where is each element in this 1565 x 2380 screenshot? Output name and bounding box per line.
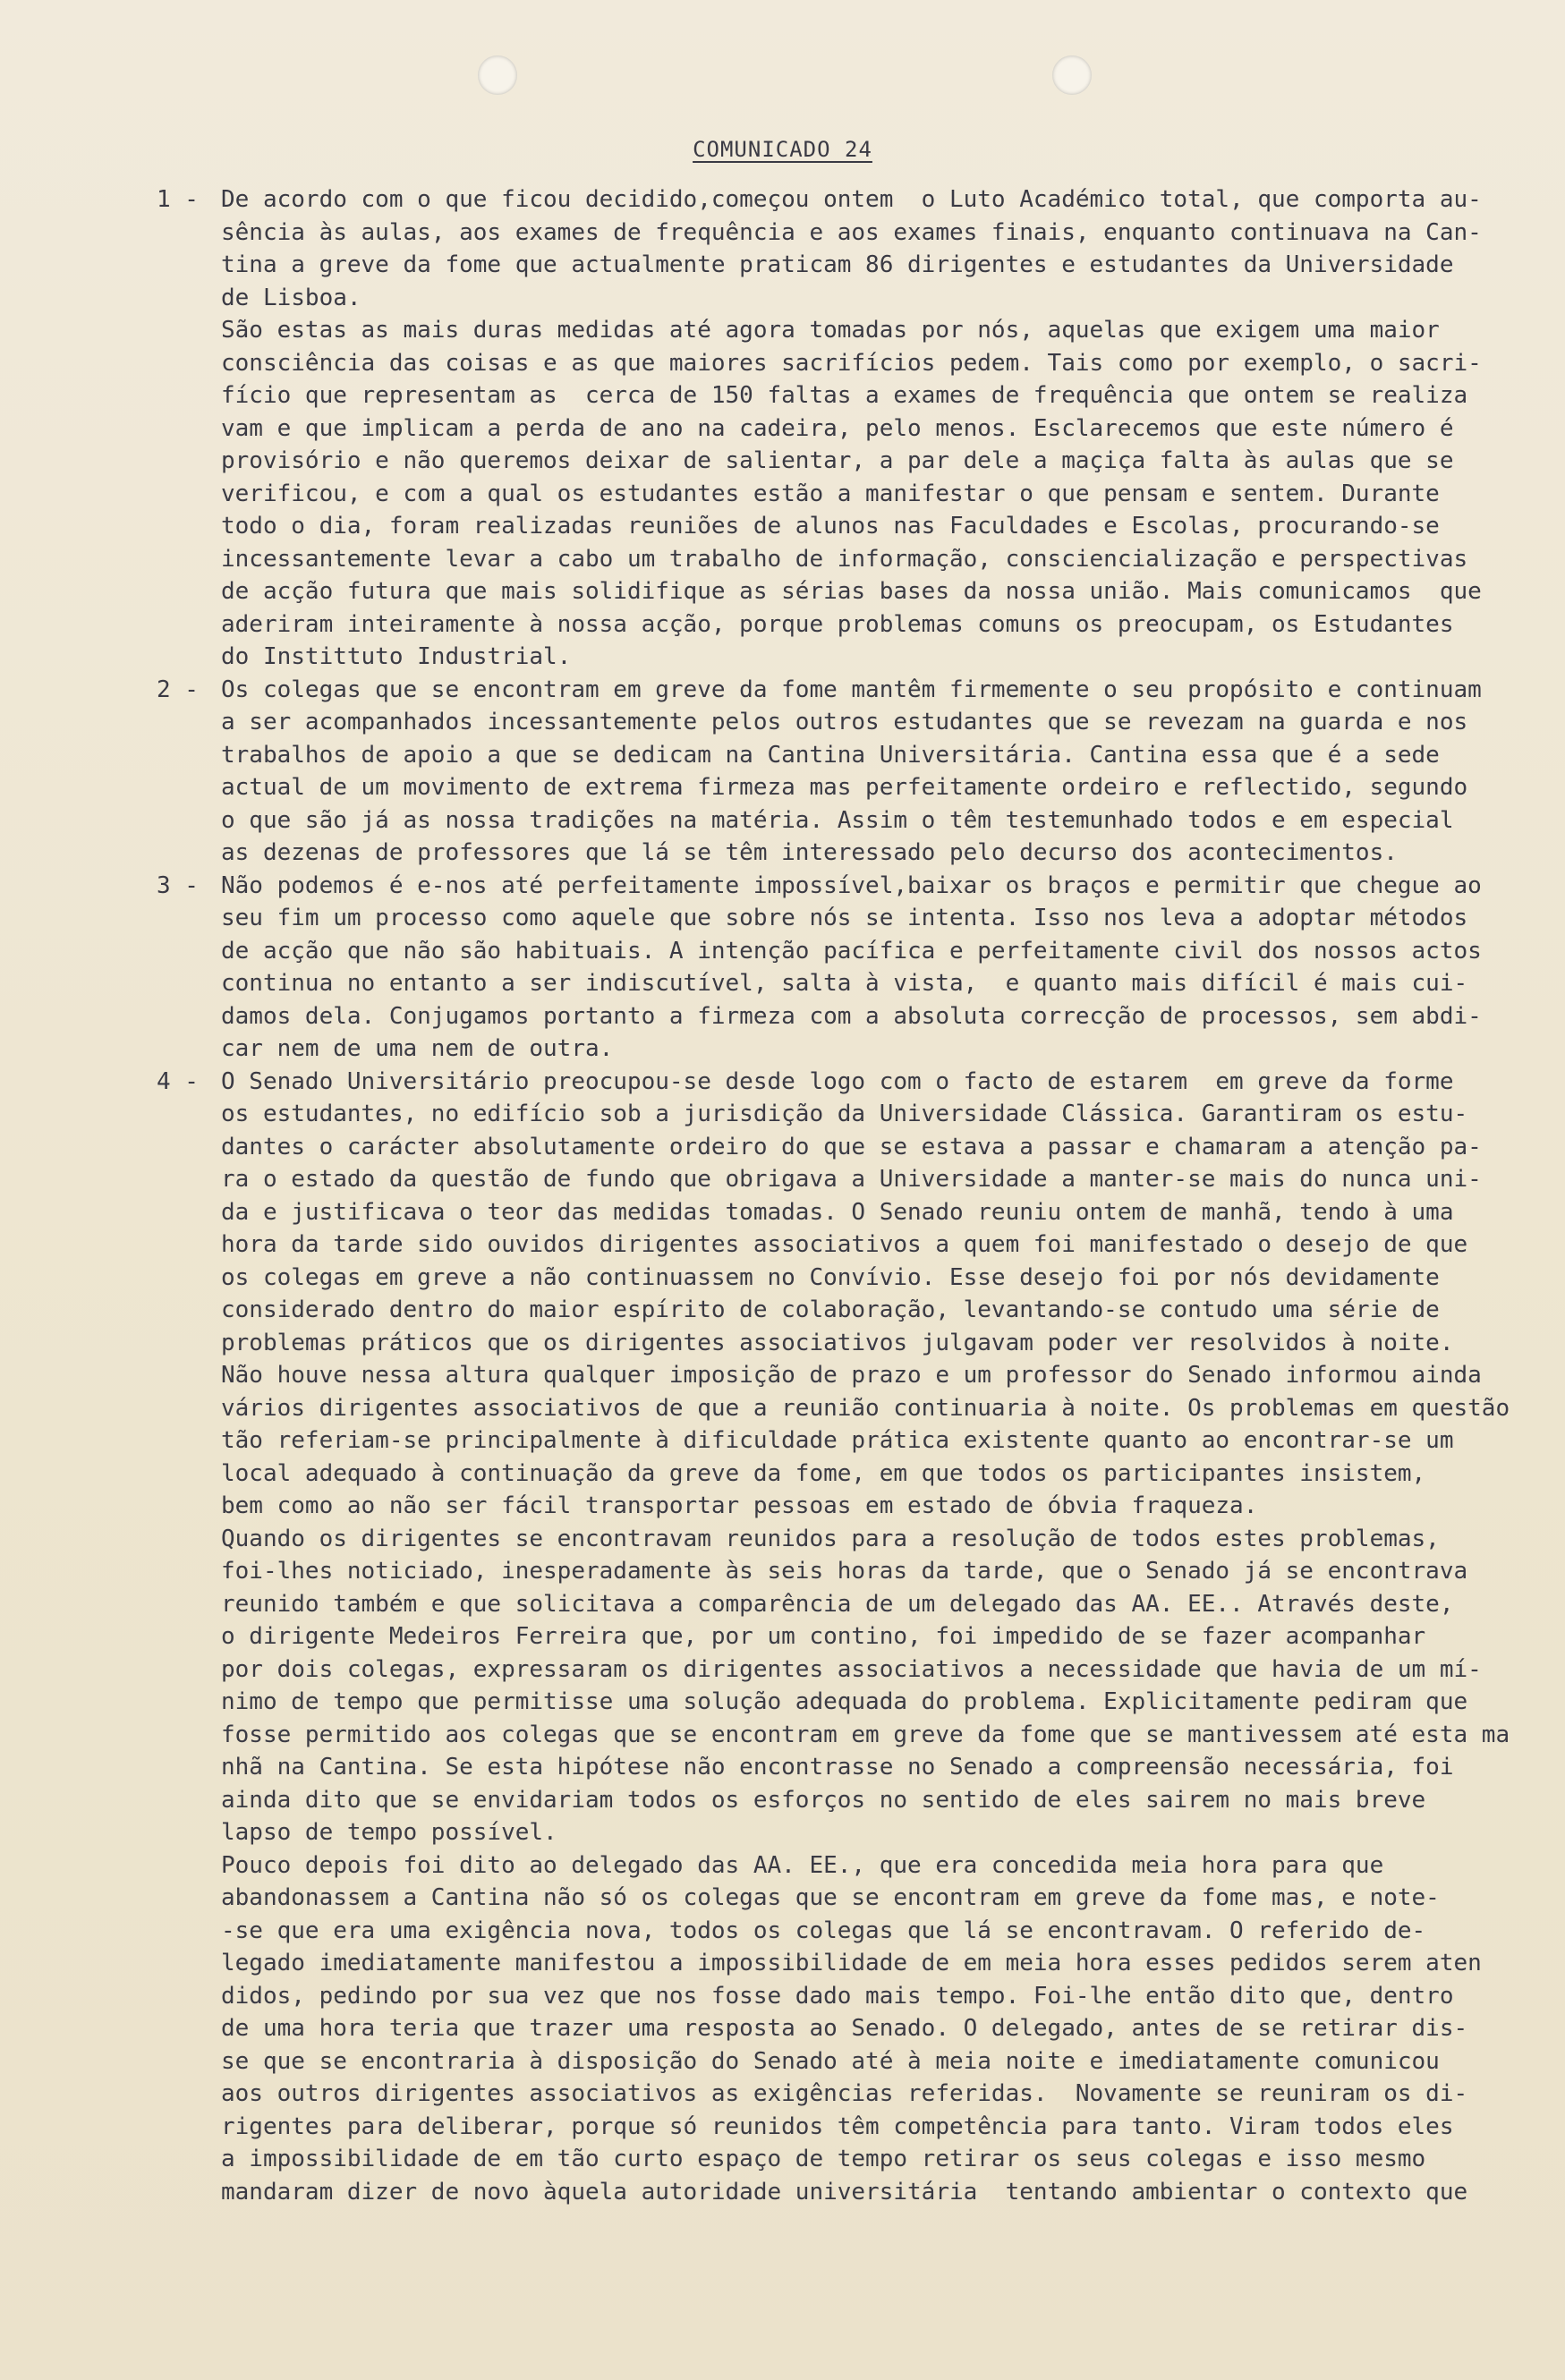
- text-line: O Senado Universitário preocupou-se desde logo com o facto de estarem em greve da forme: [221, 1067, 1454, 1095]
- text-line: ra o estado da questão de fundo que obrigava a Universidade a manter-se mais do nunca uni-: [221, 1166, 1482, 1193]
- text-line: Pouco depois foi dito ao delegado das AA. EE., que era concedida meia hora para que: [221, 1851, 1384, 1879]
- text-line: seu fim um processo como aquele que sobre nós se intenta. Isso nos leva a adoptar métodos: [221, 905, 1468, 931]
- text-line: de acção que não são habituais. A intenção pacífica e perfeitamente civil dos nossos actos: [221, 937, 1482, 965]
- text-line: bem como ao não ser fácil transportar pessoas em estado de óbvia fraqueza.: [221, 1492, 1258, 1519]
- text-line: Não houve nessa altura qualquer imposição de prazo e um professor do Senado informou ainda: [221, 1362, 1482, 1389]
- text-line: se que se encontraria à disposição do Senado até à meia noite e imediatamente comunicou: [221, 2047, 1440, 2075]
- text-line: de acção futura que mais solidifique as sérias bases da nossa união. Mais comunicamos que: [221, 578, 1482, 605]
- text-line: sência às aulas, aos exames de frequência e aos exames finais, enquanto continuava na Can-: [221, 218, 1482, 246]
- text-line: provisório e não queremos deixar de salientar, a par dele a maçiça falta às aulas que se: [221, 447, 1454, 474]
- item-number: 2 -: [157, 676, 199, 703]
- punch-hole-left: [478, 55, 517, 95]
- text-line: do Instittuto Industrial.: [221, 643, 572, 670]
- text-line: legado imediatamente manifestou a impossibilidade de em meia hora esses pedidos serem aten: [221, 1950, 1482, 1976]
- text-line: lapso de tempo possível.: [221, 1819, 557, 1846]
- text-line: damos dela. Conjugamos portanto a firmeza com a absoluta correcção de processos, sem abdi-: [221, 1002, 1482, 1030]
- numbered-item: [157, 1066, 1510, 2209]
- text-line: rigentes para deliberar, porque só reunidos têm competência para tanto. Viram todos eles: [221, 2112, 1454, 2140]
- text-line: o que são já as nossa tradições na matéria. Assim o têm testemunhado todos e em especial: [221, 806, 1454, 834]
- item-number: 3 -: [157, 871, 199, 899]
- text-line: abandonassem a Cantina não só os colegas que se encontram em greve da fome mas, e note-: [221, 1884, 1440, 1911]
- text-line: verificou, e com a qual os estudantes estão a manifestar o que pensam e sentem. Durante: [221, 480, 1440, 507]
- text-line: tão referiam-se principalmente à dificuldade prática existente quanto ao encontrar-se um: [221, 1427, 1454, 1454]
- paragraph: [221, 674, 1481, 870]
- text-line: os colegas em greve a não continuassem no Convívio. Esse desejo foi por nós devidamente: [221, 1263, 1440, 1291]
- item-number: 1 -: [157, 186, 199, 213]
- text-line: tina a greve da fome que actualmente praticam 86 dirigentes e estudantes da Universidade: [221, 251, 1454, 278]
- text-line: Os colegas que se encontram em greve da fome mantêm firmemente o seu propósito e continuam: [221, 676, 1482, 703]
- text-line: o dirigente Medeiros Ferreira que, por um contino, foi impedido de se fazer acompanhar: [221, 1623, 1426, 1650]
- paragraph: [221, 1523, 1510, 1849]
- text-line: mandaram dizer de novo àquela autoridade universitária tentando ambientar o contexto que: [221, 2178, 1468, 2206]
- text-line: ainda dito que se envidariam todos os esforços no sentido de eles sairem no mais breve: [221, 1786, 1426, 1814]
- text-line: dantes o carácter absolutamente ordeiro do que se estava a passar e chamaram a atenção pa-: [221, 1133, 1482, 1160]
- item-number: 4 -: [157, 1067, 199, 1095]
- text-line: da e justificava o teor das medidas tomadas. O Senado reuniu ontem de manhã, tendo à uma: [221, 1198, 1454, 1226]
- text-line: vários dirigentes associativos de que a reunião continuaria à noite. Os problemas em questão: [221, 1394, 1510, 1422]
- item-body: [221, 183, 1481, 674]
- text-line: foi-lhes noticiado, inesperadamente às seis horas da tarde, que o Senado já se encontrava: [221, 1558, 1468, 1585]
- text-line: didos, pedindo por sua vez que nos fosse dado mais tempo. Foi-lhe então dito que, dentro: [221, 1982, 1454, 2010]
- text-line: aderiram inteiramente à nossa acção, porque problemas comuns os preocupam, os Estudantes: [221, 610, 1454, 638]
- item-body: [221, 1066, 1510, 2209]
- punch-hole-right: [1052, 55, 1092, 95]
- text-line: reunido também e que solicitava a comparência de um delegado das AA. EE.. Através deste,: [221, 1590, 1454, 1618]
- paragraph: [221, 1849, 1481, 2209]
- text-line: De acordo com o que ficou decidido,começou ontem o Luto Académico total, que comporta au-: [221, 186, 1482, 213]
- text-line: actual de um movimento de extrema firmeza mas perfeitamente ordeiro e reflectido, segundo: [221, 774, 1468, 801]
- text-line: nhã na Cantina. Se esta hipótese não encontrasse no Senado a compreensão necessária, foi: [221, 1754, 1454, 1781]
- text-line: São estas as mais duras medidas até agora tomadas por nós, aquelas que exigem uma maior: [221, 317, 1440, 344]
- paragraph: [221, 1066, 1510, 1523]
- text-line: consciência das coisas e as que maiores sacrifícios pedem. Tais como por exemplo, o sacri-: [221, 349, 1482, 377]
- text-line: a ser acompanhados incessantemente pelos outros estudantes que se revezam na guarda e nos: [221, 709, 1468, 735]
- text-line: Não podemos é e-nos até perfeitamente impossível,baixar os braços e permitir que chegue ao: [221, 871, 1482, 899]
- text-line: fício que representam as cerca de 150 faltas a exames de frequência que ontem se realiza: [221, 382, 1468, 409]
- text-line: considerado dentro do maior espírito de colaboração, levantando-se contudo uma série de: [221, 1296, 1440, 1323]
- text-line: de Lisboa.: [221, 284, 361, 311]
- text-line: incessantemente levar a cabo um trabalho de informação, consciencialização e perspectivas: [221, 545, 1468, 573]
- text-line: hora da tarde sido ouvidos dirigentes associativos a quem foi manifestado o desejo de que: [221, 1231, 1468, 1258]
- paragraph: [221, 183, 1481, 314]
- document-body: [157, 183, 1510, 2208]
- item-body: [221, 870, 1481, 1066]
- text-line: continua no entanto a ser indiscutível, salta à vista, e quanto mais difícil é mais cui-: [221, 970, 1468, 997]
- text-line: os estudantes, no edifício sob a jurisdição da Universidade Clássica. Garantiram os estu-: [221, 1101, 1468, 1127]
- item-body: [221, 674, 1481, 870]
- text-line: de uma hora teria que trazer uma resposta ao Senado. O delegado, antes de se retirar dis-: [221, 2015, 1468, 2042]
- text-line: por dois colegas, expressaram os dirigentes associativos a necessidade que havia de um mí-: [221, 1655, 1482, 1683]
- text-line: local adequado à continuação da greve da fome, em que todos os participantes insistem,: [221, 1459, 1426, 1487]
- text-line: vam e que implicam a perda de ano na cadeira, pelo menos. Esclarecemos que este número é: [221, 414, 1454, 442]
- paragraph: [221, 314, 1481, 674]
- text-line: todo o dia, foram realizadas reuniões de alunos nas Faculdades e Escolas, procurando-se: [221, 513, 1440, 540]
- text-line: -se que era uma exigência nova, todos os colegas que lá se encontravam. O referido de-: [221, 1917, 1426, 1944]
- text-line: car nem de uma nem de outra.: [221, 1035, 614, 1062]
- text-line: problemas práticos que os dirigentes associativos julgavam poder ver resolvidos à noite.: [221, 1329, 1454, 1356]
- text-line: trabalhos de apoio a que se dedicam na Cantina Universitária. Cantina essa que é a sede: [221, 741, 1440, 769]
- text-line: aos outros dirigentes associativos as exigências referidas. Novamente se reuniram os di-: [221, 2080, 1468, 2107]
- text-line: as dezenas de professores que lá se têm interessado pelo decurso dos acontecimentos.: [221, 839, 1398, 866]
- text-line: a impossibilidade de em tão curto espaço de tempo retirar os seus colegas e isso mesmo: [221, 2146, 1426, 2172]
- document-title: COMUNICADO 24: [693, 137, 872, 162]
- numbered-item: [157, 183, 1481, 674]
- numbered-item: [157, 870, 1481, 1066]
- text-line: nimo de tempo que permitisse uma solução adequada do problema. Explicitamente pediram que: [221, 1688, 1468, 1715]
- text-line: Quando os dirigentes se encontravam reunidos para a resolução de todos estes problemas,: [221, 1525, 1440, 1552]
- numbered-item: [157, 674, 1481, 870]
- text-line: fosse permitido aos colegas que se encontram em greve da fome que se mantivessem até esta ma: [221, 1721, 1510, 1748]
- paragraph: [221, 870, 1481, 1066]
